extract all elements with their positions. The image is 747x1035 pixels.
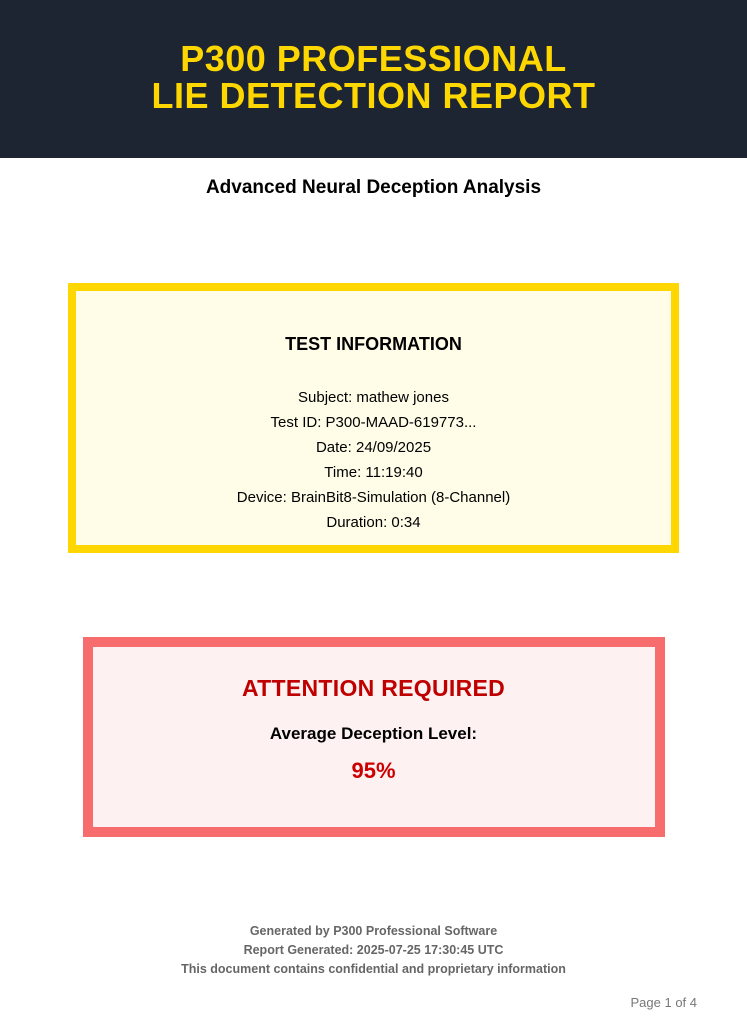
attention-required-card xyxy=(83,637,665,837)
test-info-subject: Subject: mathew jones xyxy=(298,389,449,406)
report-subtitle: Advanced Neural Deception Analysis xyxy=(205,177,542,198)
test-info-test-id: Test ID: P300-MAAD-619773... xyxy=(270,414,477,431)
report-header-band xyxy=(0,0,747,158)
attention-required-heading: ATTENTION REQUIRED xyxy=(241,675,506,701)
test-information-lines xyxy=(76,385,671,535)
report-title-line1: P300 PROFESSIONAL xyxy=(180,38,567,79)
footer-generated-by: Generated by P300 Professional Software xyxy=(249,924,498,938)
page-indicator: Page 1 of 4 xyxy=(630,995,697,1010)
test-information-card xyxy=(68,283,679,553)
footer-confidential-notice: This document contains confidential and proprietary information xyxy=(181,962,566,976)
test-info-date: Date: 24/09/2025 xyxy=(315,439,432,456)
test-info-duration: Duration: 0:34 xyxy=(326,514,421,531)
footer-report-generated: Report Generated: 2025-07-25 17:30:45 UTC xyxy=(243,943,504,957)
report-title xyxy=(151,40,595,118)
test-information-heading: TEST INFORMATION xyxy=(285,334,462,354)
deception-level-value: 95% xyxy=(351,758,396,783)
report-footer xyxy=(0,922,747,979)
report-title-line2: LIE DETECTION REPORT xyxy=(151,75,596,116)
deception-level-label: Average Deception Level: xyxy=(269,724,478,743)
test-info-time: Time: 11:19:40 xyxy=(324,464,423,481)
test-info-device: Device: BrainBit8-Simulation (8-Channel) xyxy=(236,489,511,506)
